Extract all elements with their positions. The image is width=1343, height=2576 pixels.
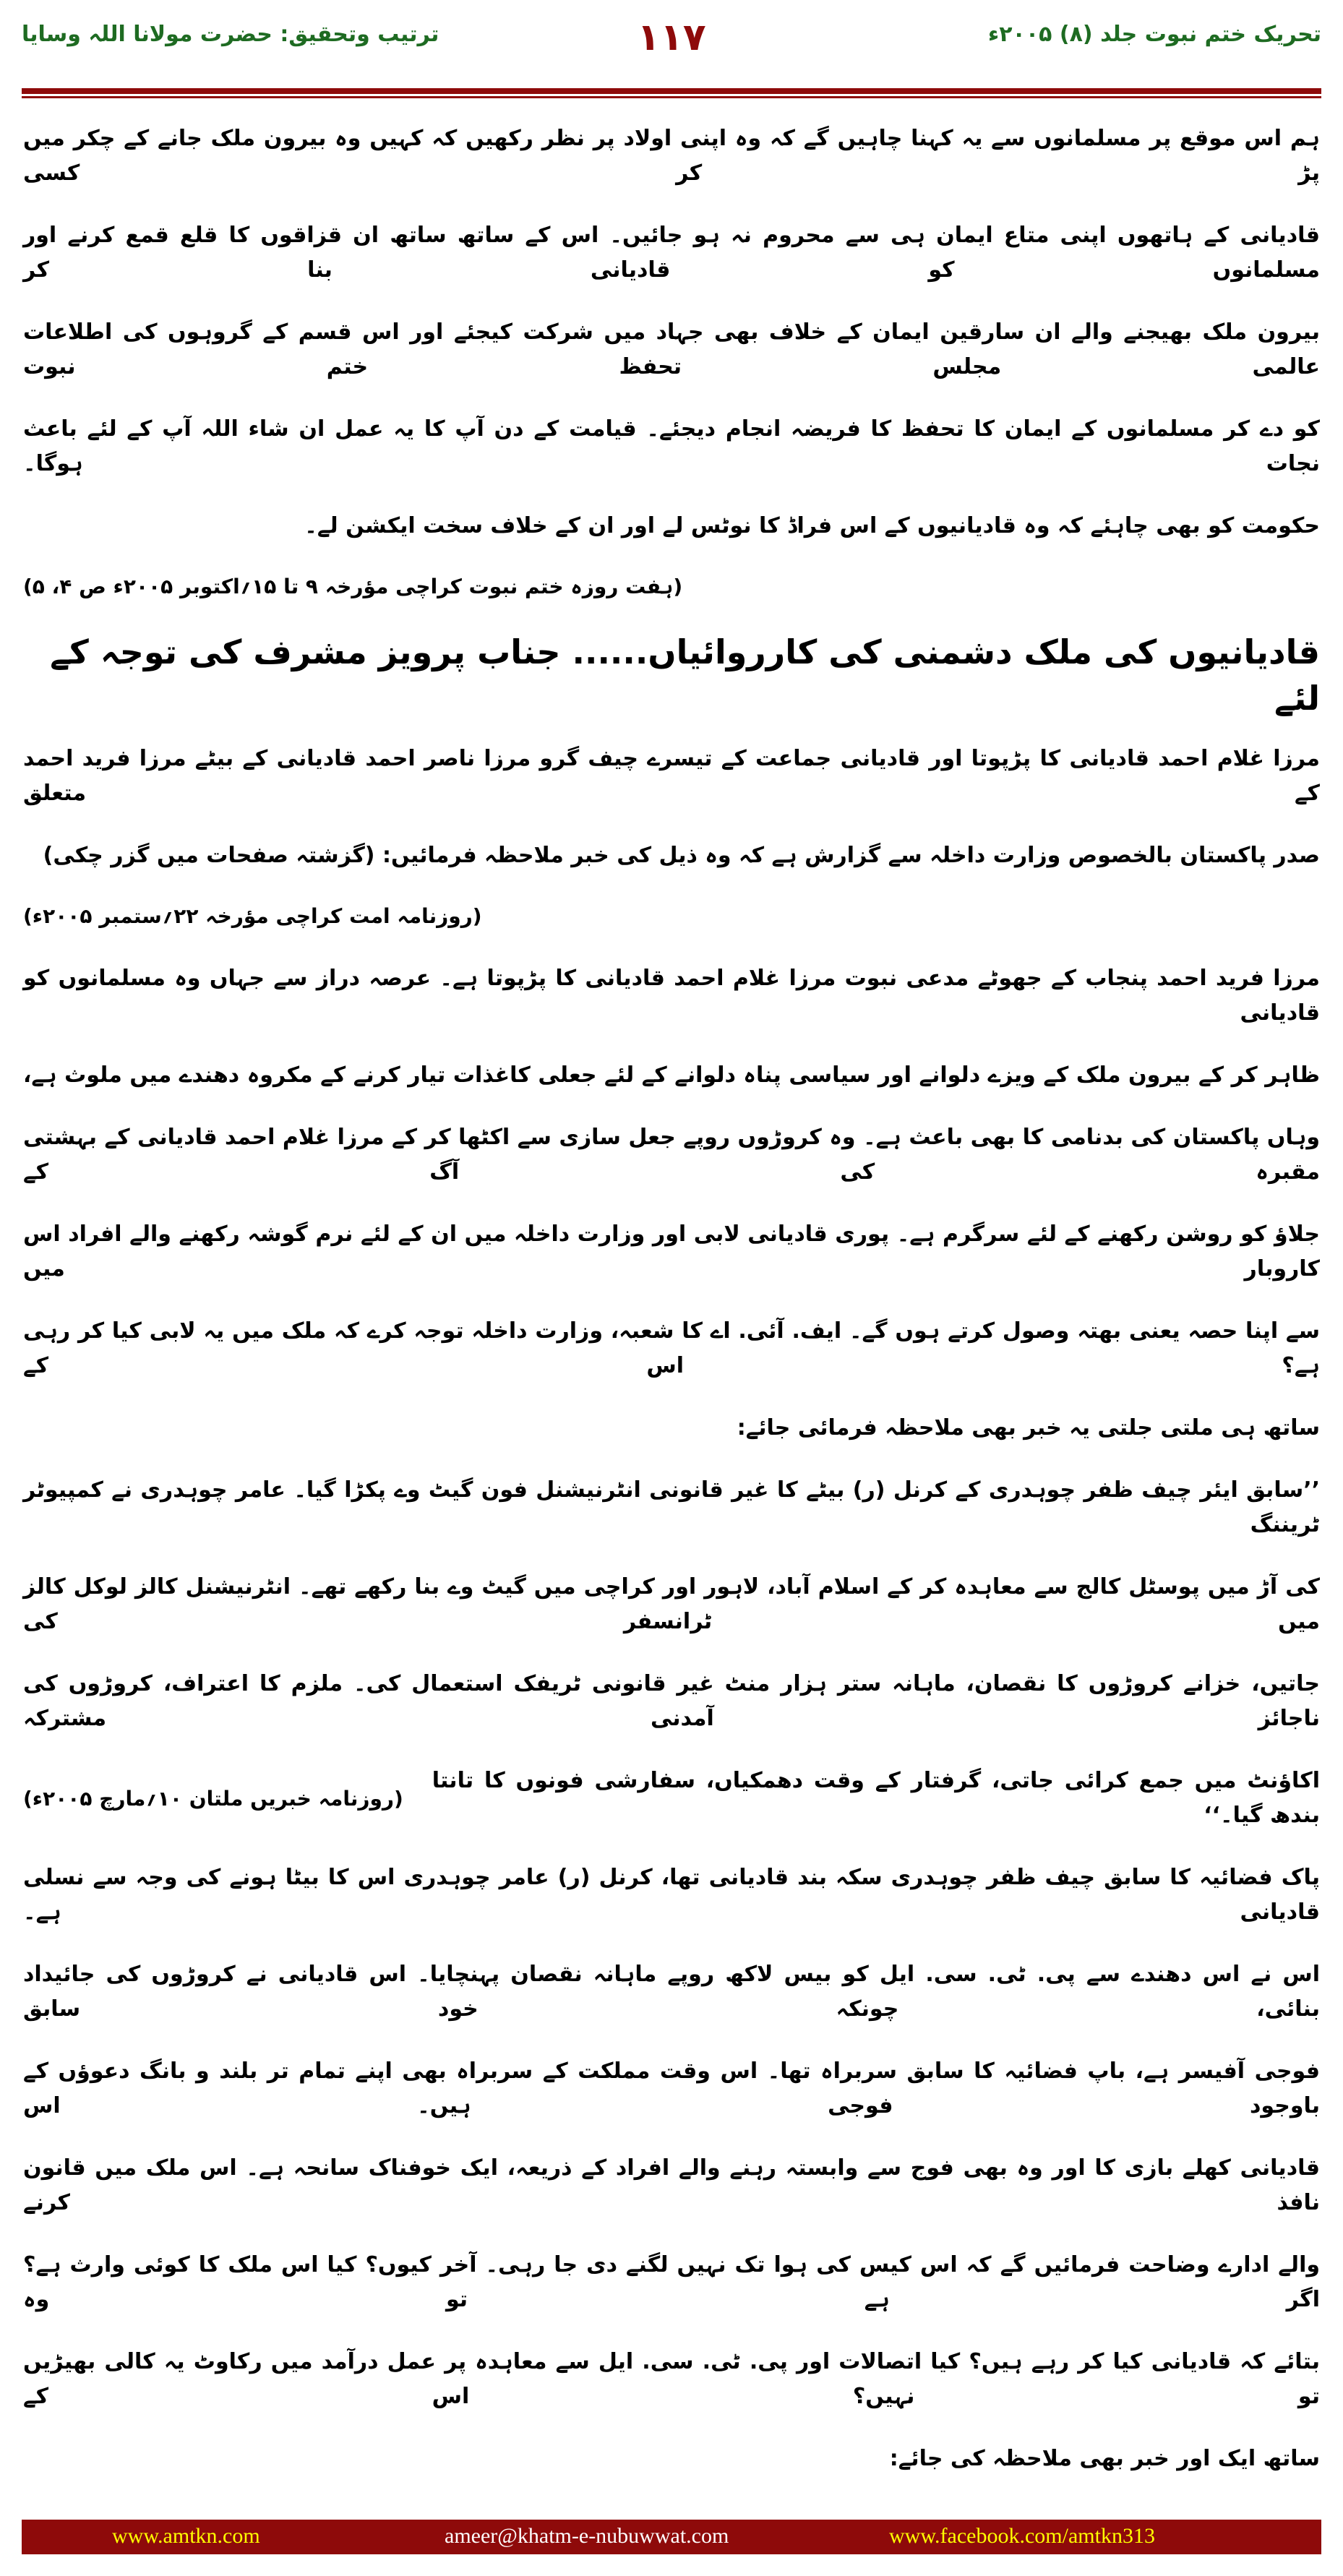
text-line: حکومت کو بھی چاہئے کہ وہ قادیانیوں کے اس فراڈ کا نوٹس لے اور ان کے خلاف سخت ایکشن لے۔ bbox=[304, 513, 1320, 538]
text-line: صدر پاکستان بالخصوص وزارت داخلہ سے گزارش ہے کہ وہ ذیل کی خبر ملاحظہ فرمائیں: (گزشتہ صفحات میں گزر چکی) bbox=[43, 843, 1320, 868]
text-line: مرزا غلام احمد قادیانی کا پڑپوتا اور قادیانی جماعت کے تیسرے چیف گرو مرزا ناصر احمد قادیانی کے بیٹے مرزا فرید احمد کے متعلق bbox=[23, 746, 1320, 806]
text-line: بیرون ملک بھیجنے والے ان سارقین ایمان کے خلاف بھی جہاد میں شرکت کیجئے اور اس قسم کے گروہوں کی اطلاعات عالمی مجلس تحفظ ختم نبوت bbox=[23, 319, 1320, 379]
text-line: مرزا فرید احمد پنجاب کے جھوٹے مدعی نبوت مرزا غلام احمد قادیانی کا پڑپوتا ہے۔ عرصہ دراز سے جہاں وہ مسلمانوں کو قادیانی bbox=[23, 966, 1320, 1026]
facebook-link[interactable]: www.facebook.com/amtkn313 bbox=[889, 2524, 1155, 2548]
book-title: تحریک ختم نبوت جلد (۸) ۲۰۰۵ء bbox=[987, 22, 1321, 47]
citation: (روزنامہ خبریں ملتان ۱۰؍مارچ ۲۰۰۵ء) bbox=[23, 1787, 403, 1811]
footer-bar bbox=[22, 2520, 1321, 2554]
header-rule-thin bbox=[22, 96, 1321, 98]
text-line: پاک فضائیہ کا سابق چیف ظفر چوہدری سکہ بند قادیانی تھا، کرنل (ر) عامر چوہدری اس کا بیٹا ہونے کی وجہ سے نسلی قادیانی ہے۔ bbox=[23, 1865, 1320, 1925]
page-number: ۱۱۷ bbox=[637, 16, 706, 59]
text-line: فوجی آفیسر ہے، باپ فضائیہ کا سابق سربراہ تھا۔ اس وقت مملکت کے سربراہ بھی اپنے تمام تر بلند و بانگ دعوؤں کے باوجود فوجی ہیں۔ اس bbox=[23, 2058, 1320, 2118]
header-rule bbox=[22, 88, 1321, 94]
text-line: کو دے کر مسلمانوں کے ایمان کا تحفظ کا فریضہ انجام دیجئے۔ قیامت کے دن آپ کا یہ عمل ان شاء اللہ آپ کے لئے باعث نجات ہوگا۔ bbox=[23, 416, 1320, 476]
text-line: ساتھ ایک اور خبر بھی ملاحظہ کی جائے: bbox=[889, 2446, 1320, 2471]
text-line: ظاہر کر کے بیرون ملک کے ویزے دلوانے اور سیاسی پناہ دلوانے کے لئے جعلی کاغذات تیار کرنے کے مکروہ دھندے میں ملوث ہے، bbox=[23, 1062, 1320, 1088]
compiler-credit: ترتیب وتحقیق: حضرت مولانا اللہ وسایا bbox=[22, 22, 439, 47]
quote-end-row bbox=[23, 1751, 1320, 1847]
page-body bbox=[0, 108, 1343, 2491]
text-line: سے اپنا حصہ یعنی بھتہ وصول کرتے ہوں گے۔ ایف. آئی. اے کا شعبہ، وزارت داخلہ توجہ کرے کہ ملک میں یہ لابی کیا کر رہی ہے؟ اس کے bbox=[23, 1318, 1320, 1378]
text-line: اس نے اس دھندے سے پی. ٹی. سی. ایل کو بیس لاکھ روپے ماہانہ نقصان پہنچایا۔ اس قادیانی نے کروڑوں کی جائیداد بنائی، چونکہ خود سابق bbox=[23, 1962, 1320, 2022]
citation: (روزنامہ امت کراچی مؤرخہ ۲۲؍ستمبر ۲۰۰۵ء) bbox=[23, 904, 482, 928]
text-line: ہم اس موقع پر مسلمانوں سے یہ کہنا چاہیں گے کہ وہ اپنی اولاد پر نظر رکھیں کہ کہیں وہ بیرون ملک جانے کے چکر میں پڑ کر کسی bbox=[23, 126, 1320, 186]
text-line: وہاں پاکستان کی بدنامی کا بھی باعث ہے۔ وہ کروڑوں روپے جعل سازی سے اکٹھا کر کے مرزا غلام احمد قادیانی کے بہشتی مقبرہ کی آگ کے bbox=[23, 1125, 1320, 1185]
website-link[interactable]: www.amtkn.com bbox=[112, 2524, 260, 2548]
quote-line: ’’سابق ایئر چیف ظفر چوہدری کے کرنل (ر) بیٹے کا غیر قانونی انٹرنیشنل فون گیٹ وے پکڑا گیا۔ عامر چوہدری نے کمپیوٹر ٹریننگ bbox=[23, 1477, 1320, 1537]
text-line: بتائے کہ قادیانی کیا کر رہے ہیں؟ کیا اتصالات اور پی. ٹی. سی. ایل سے معاہدہ پر عمل درآمد میں رکاوٹ یہ کالی بھیڑیں تو نہیں؟ اس کے bbox=[23, 2349, 1320, 2409]
quote-line: اکاؤنٹ میں جمع کرائی جاتی، گرفتار کے وقت دھمکیاں، سفارشی فونوں کا تانتا بندھ گیا۔‘‘ bbox=[432, 1768, 1320, 1828]
text-line: قادیانی کے ہاتھوں اپنی متاع ایمان ہی سے محروم نہ ہو جائیں۔ اس کے ساتھ ساتھ ان قزاقوں کا قلع قمع کرنے اور مسلمانوں کو قادیانی بنا کر bbox=[23, 223, 1320, 283]
text-line: جلاؤ کو روشن رکھنے کے لئے سرگرم ہے۔ پوری قادیانی لابی اور وزارت داخلہ میں ان کے لئے نرم گوشہ رکھنے والے افراد اس کاروبار میں bbox=[23, 1222, 1320, 1281]
email-link[interactable]: ameer@khatm-e-nubuwwat.com bbox=[445, 2524, 729, 2548]
quote-line: جاتیں، خزانے کروڑوں کا نقصان، ماہانہ ستر ہزار منٹ غیر قانونی ٹریفک استعمال کی۔ ملزم کا اعتراف، کروڑوں کی ناجائز آمدنی مشترکہ bbox=[23, 1671, 1320, 1731]
citation: (ہفت روزہ ختم نبوت کراچی مؤرخہ ۹ تا ۱۵؍اکتوبر ۲۰۰۵ء ص ۴، ۵) bbox=[23, 575, 683, 598]
section-heading: قادیانیوں کی ملک دشمنی کی کارروائیاں...... جناب پرویز مشرف کی توجہ کے لئے bbox=[50, 632, 1320, 718]
text-line: والے ادارے وضاحت فرمائیں گے کہ اس کیس کی ہوا تک نہیں لگنے دی جا رہی۔ آخر کیوں؟ کیا اس ملک کا کوئی وارث ہے؟ اگر ہے تو وہ bbox=[23, 2252, 1320, 2312]
quote-line: کی آڑ میں پوسٹل کالج سے معاہدہ کر کے اسلام آباد، لاہور اور کراچی میں گیٹ وے بنا رکھے تھے۔ انٹرنیشنل کالز لوکل کالز میں ٹرانسفر کی bbox=[23, 1574, 1320, 1634]
text-line: ساتھ ہی ملتی جلتی یہ خبر بھی ملاحظہ فرمائی جائے: bbox=[737, 1415, 1320, 1441]
text-line: قادیانی کھلے بازی کا اور وہ بھی فوج سے وابستہ رہنے والے افراد کے ذریعہ، ایک خوفناک سانحہ ہے۔ اس ملک میں قانون نافذ کرنے bbox=[23, 2155, 1320, 2215]
page-header bbox=[0, 0, 1343, 108]
